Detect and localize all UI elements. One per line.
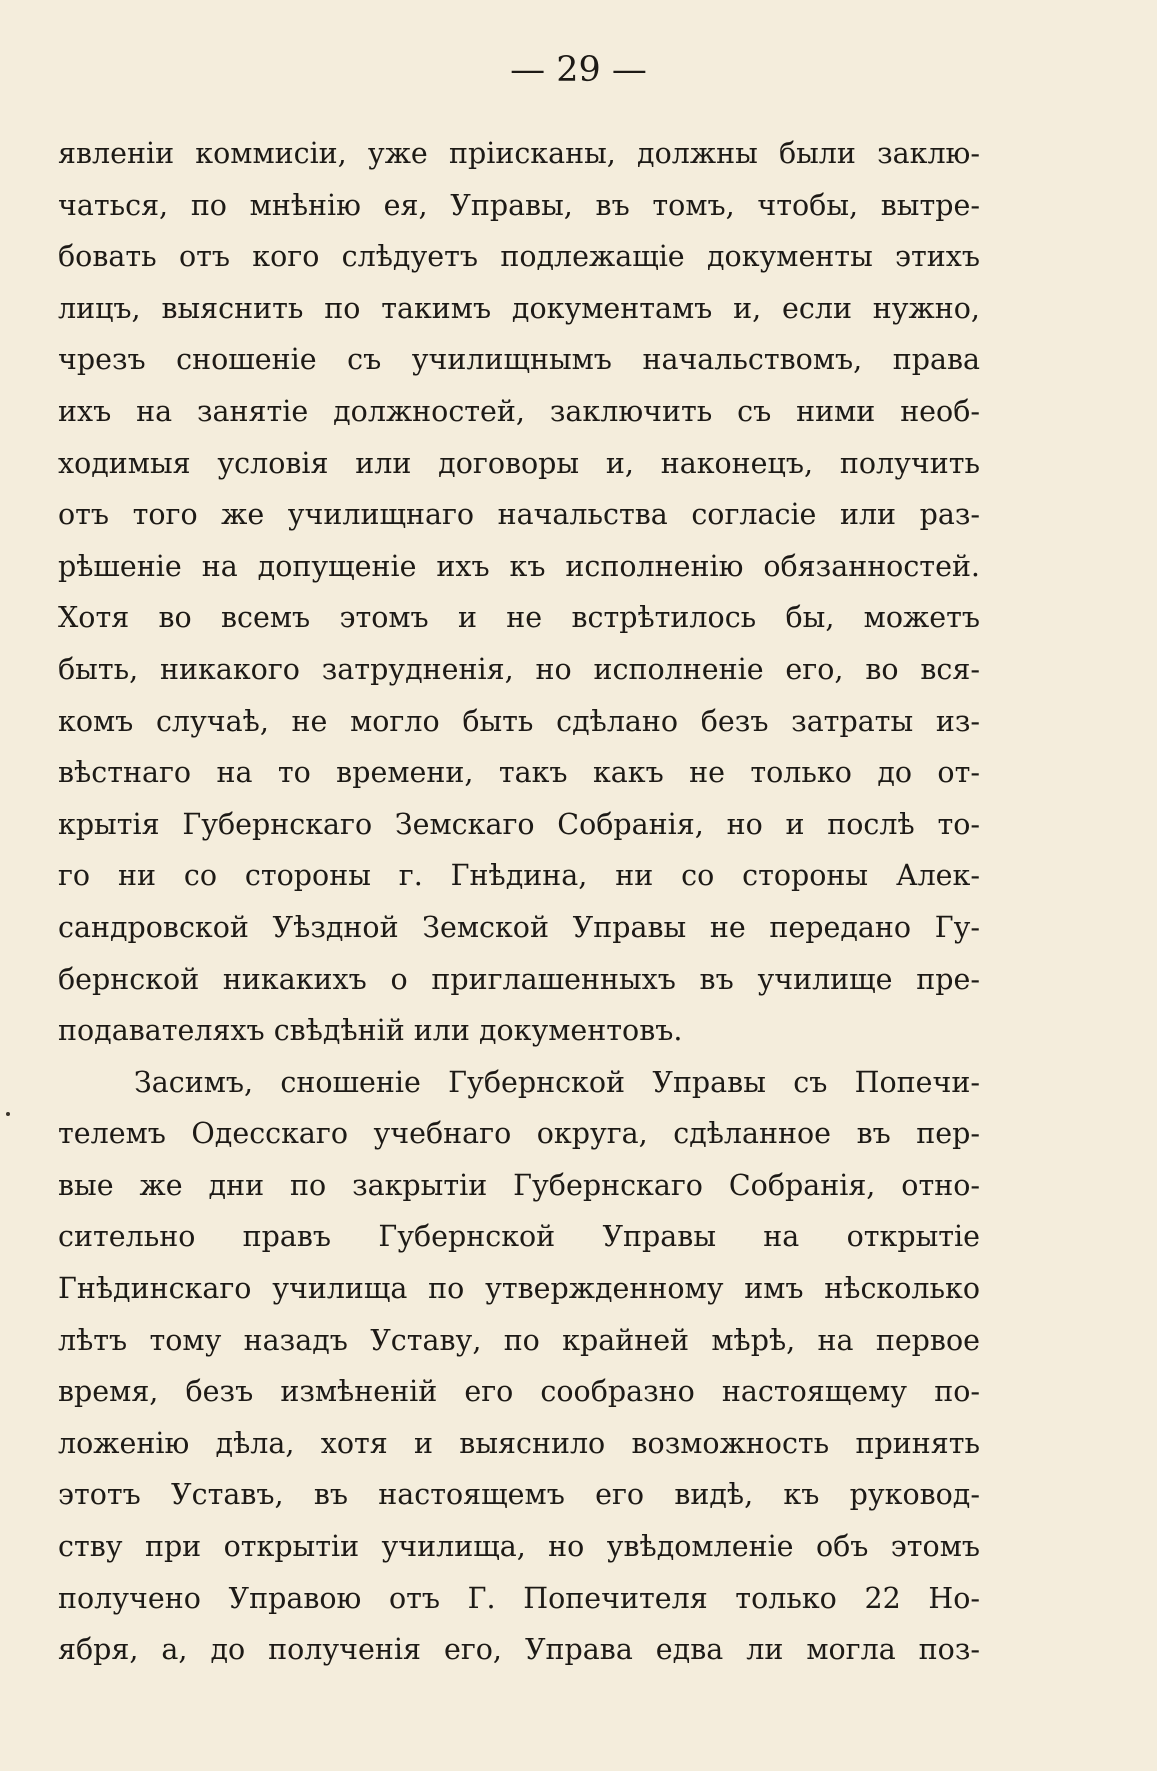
text-line: ходимыя условія или договоры и, наконецъ, получить <box>58 446 980 480</box>
text-line: сительно правъ Губернской Управы на открытіе <box>58 1220 980 1254</box>
text-line: Хотя во всемъ этомъ и не встрѣтилось бы, можетъ <box>58 601 980 635</box>
text-line: ложенію дѣла, хотя и выяснило возможность принять <box>58 1426 980 1460</box>
text-line: ября, а, до полученія его, Управа едва ли могла поз- <box>58 1633 980 1667</box>
text-line: крытія Губернскаго Земскаго Собранія, но и послѣ то- <box>58 807 980 841</box>
text-line: рѣшеніе на допущеніе ихъ къ исполненію обязанностей. <box>58 549 980 583</box>
text-line: телемъ Одесскаго учебнаго округа, сдѣланное въ пер- <box>58 1117 980 1151</box>
text-line: отъ того же училищнаго начальства согласіе или раз- <box>58 498 980 532</box>
text-line: бернской никакихъ о приглашенныхъ въ училище пре- <box>58 962 980 996</box>
text-line: ству при открытіи училища, но увѣдомленіе объ этомъ <box>58 1530 980 1564</box>
text-line: получено Управою отъ Г. Попечителя только 22 Но- <box>58 1581 980 1615</box>
text-line: го ни со стороны г. Гнѣдина, ни со стороны Алек- <box>58 859 980 893</box>
paragraph-start-line: Засимъ, сношеніе Губернской Управы съ Попечи- <box>134 1065 980 1099</box>
text-line: этотъ Уставъ, въ настоящемъ его видѣ, къ руковод- <box>58 1478 980 1512</box>
text-line: вѣстнаго на то времени, такъ какъ не только до от- <box>58 756 980 790</box>
text-line: сандровской Уѣздной Земской Управы не передано Гу- <box>58 910 980 944</box>
text-line: явленіи коммисіи, уже пріисканы, должны были заклю- <box>58 137 980 170</box>
text-line: Гнѣдинскаго училища по утвержденному имъ нѣсколько <box>58 1272 980 1306</box>
text-line: бовать отъ кого слѣдуетъ подлежащіе документы этихъ <box>58 240 980 274</box>
text-line: чрезъ сношеніе съ училищнымъ начальствомъ, права <box>58 343 980 377</box>
paragraph-end-line: подавателяхъ свѣдѣній или документовъ. <box>58 1014 683 1048</box>
text-line: вые же дни по закрытіи Губернскаго Собранія, отно- <box>58 1168 980 1202</box>
text-line: лицъ, выяснить по такимъ документамъ и, если нужно, <box>58 291 980 325</box>
text-line: чаться, по мнѣнію ея, Управы, въ томъ, чтобы, вытре- <box>58 188 980 222</box>
text-line: ихъ на занятіе должностей, заключить съ ними необ- <box>58 394 980 428</box>
text-line: комъ случаѣ, не могло быть сдѣлано безъ затраты из- <box>58 704 980 738</box>
page-number: — 29 — <box>510 50 647 90</box>
paper-speck <box>6 1112 10 1116</box>
body-text <box>58 128 980 1676</box>
text-line: лѣтъ тому назадъ Уставу, по крайней мѣрѣ, на первое <box>58 1323 980 1357</box>
text-line: время, безъ измѣненій его сообразно настоящему по- <box>58 1375 980 1409</box>
text-line: быть, никакого затрудненія, но исполненіе его, во вся- <box>58 652 980 686</box>
